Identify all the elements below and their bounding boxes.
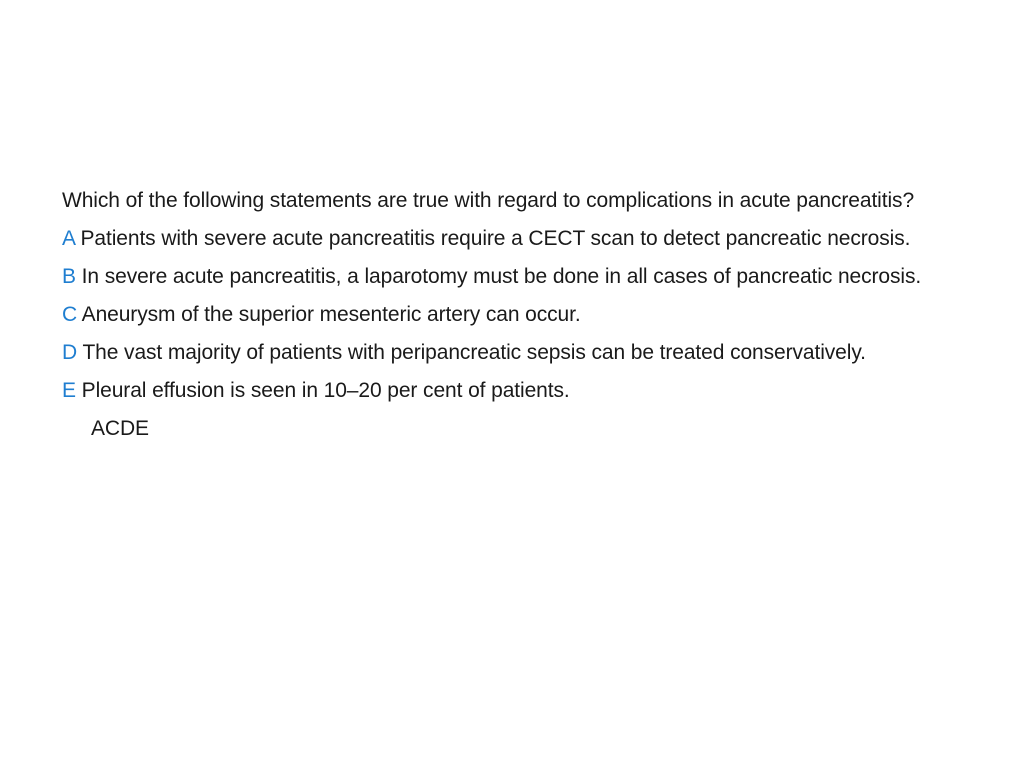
question-text: Which of the following statements are true with regard to complications in acute pancreatitis?: [62, 189, 915, 212]
option-c: [62, 300, 962, 330]
option-letter: B: [62, 265, 76, 288]
option-e: [62, 376, 962, 406]
option-text: Aneurysm of the superior mesenteric artery can occur.: [81, 303, 581, 326]
option-letter: A: [62, 227, 75, 250]
option-letter: D: [62, 341, 78, 364]
option-a: [62, 224, 962, 254]
slide-body: [62, 186, 962, 444]
option-d: [62, 338, 962, 368]
answer-text: ACDE: [91, 417, 149, 440]
option-text: In severe acute pancreatitis, a laparotomy must be done in all cases of pancreatic necrosis.: [81, 265, 922, 288]
option-text: Pleural effusion is seen in 10–20 per cent of patients.: [81, 379, 570, 402]
option-b: [62, 262, 962, 292]
option-text: The vast majority of patients with peripancreatic sepsis can be treated conservatively.: [82, 341, 866, 364]
option-text: Patients with severe acute pancreatitis require a CECT scan to detect pancreatic necrosis.: [80, 227, 911, 250]
option-letter: E: [62, 379, 76, 402]
option-letter: C: [62, 303, 78, 326]
